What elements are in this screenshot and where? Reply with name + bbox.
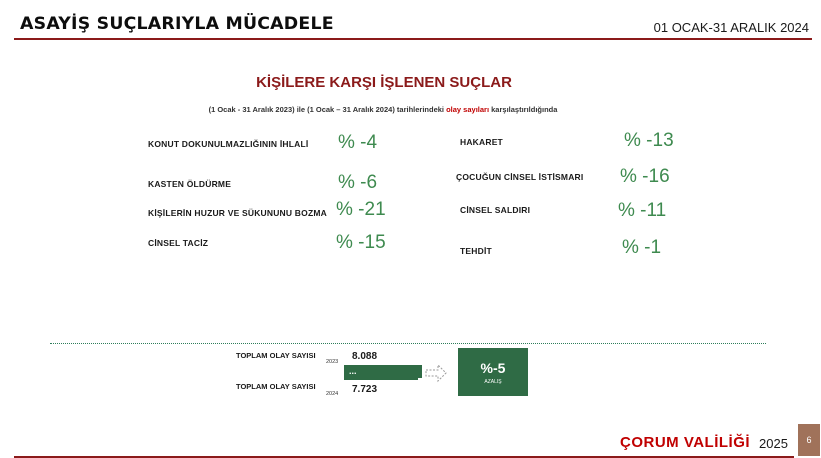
date-range: 01 OCAK-31 ARALIK 2024 xyxy=(653,20,809,35)
header-divider xyxy=(14,38,812,40)
year-2023: 2023 xyxy=(326,359,339,365)
change-value: %-5 xyxy=(480,360,506,376)
footer-organization: ÇORUM VALİLİĞİ xyxy=(620,434,751,451)
crime-value-tehdit: % -1 xyxy=(622,237,662,258)
crime-label-kasten: KASTEN ÖLDÜRME xyxy=(148,179,232,189)
year-2024: 2024 xyxy=(326,391,339,397)
change-label: AZALIŞ xyxy=(484,379,502,385)
total-label-2023: TOPLAM OLAY SAYISI xyxy=(236,351,316,360)
summary-divider xyxy=(50,343,766,344)
page-number: 6 xyxy=(798,424,820,456)
section-title: KİŞİLERE KARŞI İŞLENEN SUÇLAR xyxy=(256,74,512,91)
change-result-box xyxy=(458,348,528,396)
crime-value-taciz: % -15 xyxy=(336,232,386,253)
crime-value-huzur: % -21 xyxy=(336,199,386,220)
crime-value-hakaret: % -13 xyxy=(624,130,674,151)
total-2024: 7.723 xyxy=(352,384,378,395)
subtitle-text-pre: (1 Ocak - 31 Aralık 2023) ile (1 Ocak – 31 Aralık 2024) tarihlerindeki xyxy=(208,105,447,114)
total-label-2024: TOPLAM OLAY SAYISI xyxy=(236,382,316,391)
bar-2023: ... xyxy=(344,365,422,378)
crime-value-saldiri: % -11 xyxy=(618,200,667,221)
crime-value-kasten: % -6 xyxy=(338,172,378,193)
subtitle-text-post: karşılaştırıldığında xyxy=(489,105,558,114)
crime-value-cocuk: % -16 xyxy=(620,166,670,187)
crime-label-tehdit: TEHDİT xyxy=(460,246,492,256)
section-subtitle xyxy=(0,105,766,114)
bar-2024 xyxy=(344,378,418,380)
footer-year: 2025 xyxy=(759,436,788,451)
arrow-right-icon xyxy=(424,361,448,385)
subtitle-highlight: olay sayıları xyxy=(446,105,490,114)
crime-label-huzur: KİŞİLERİN HUZUR VE SÜKUNUNU BOZMA xyxy=(148,208,327,218)
crime-value-konut: % -4 xyxy=(338,132,378,153)
crime-label-hakaret: HAKARET xyxy=(460,137,503,147)
crime-label-cocuk: ÇOCUĞUN CİNSEL İSTİSMARI xyxy=(456,172,584,182)
crime-label-saldiri: CİNSEL SALDIRI xyxy=(460,205,531,215)
crime-label-taciz: CİNSEL TACİZ xyxy=(148,238,209,248)
total-2023: 8.088 xyxy=(352,351,378,362)
crime-label-konut: KONUT DOKUNULMAZLIĞININ İHLALİ xyxy=(148,139,309,149)
slide-header-title: ASAYİŞ SUÇLARIYLA MÜCADELE xyxy=(20,14,334,34)
